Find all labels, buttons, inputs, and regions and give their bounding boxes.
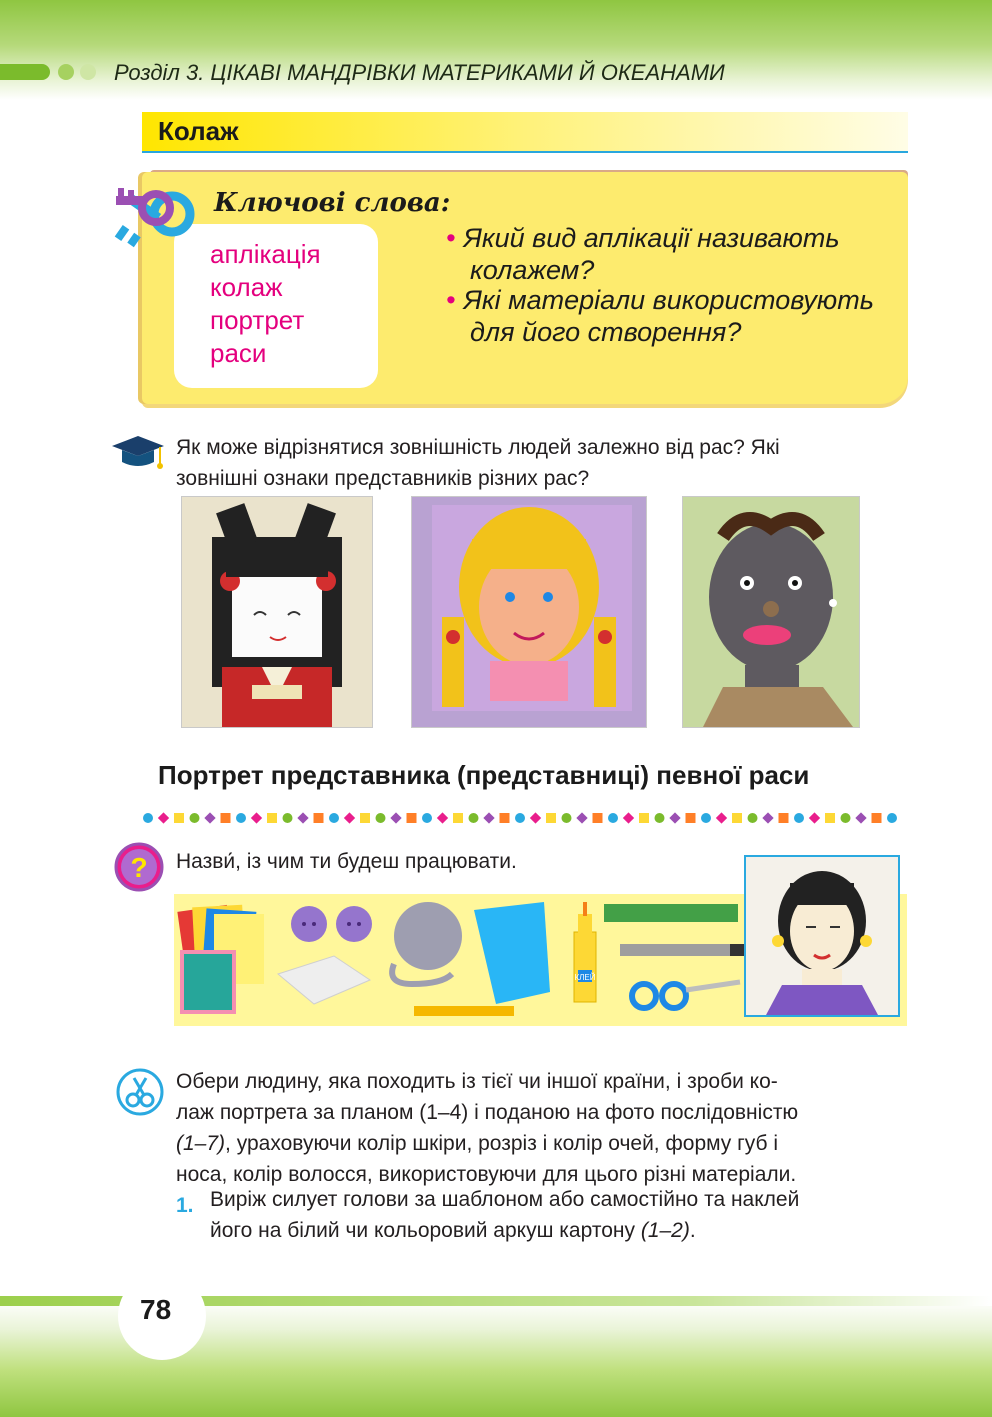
- divider-dot: [639, 813, 649, 823]
- divider-dot: [204, 812, 215, 823]
- text-line: Як може відрізнятися зовнішність людей залежно від рас? Які: [176, 436, 780, 459]
- text-line: зовнішні ознаки представників різних рас?: [176, 467, 590, 490]
- divider-dot: [546, 813, 556, 823]
- divider-dot: [825, 813, 835, 823]
- key-icon: [110, 186, 200, 276]
- divider-dot: [701, 813, 711, 823]
- divider-dot: [794, 813, 804, 823]
- divider-dot: [221, 813, 231, 823]
- keyword-item: колаж: [210, 272, 283, 302]
- divider-dot: [762, 812, 773, 823]
- divider-dot: [314, 813, 324, 823]
- section-title-bar: [142, 112, 908, 152]
- question-mark-icon: [114, 842, 164, 892]
- question-line: Які матеріали використовують: [463, 285, 874, 315]
- question-line: для його створення?: [470, 317, 742, 347]
- question-line: колажем?: [470, 255, 595, 285]
- divider-dot: [655, 813, 665, 823]
- divider-dot: [158, 812, 169, 823]
- divider-dot: [530, 812, 541, 823]
- divider-dot: [453, 813, 463, 823]
- keyword-question: [446, 284, 896, 348]
- keyword-item: раси: [210, 338, 267, 368]
- header-dot: [80, 64, 96, 80]
- section-title-underline: [142, 151, 908, 153]
- bullet-icon: •: [446, 223, 456, 253]
- collage-photo-dark-skinned-woman: [682, 496, 860, 728]
- divider-dot: [483, 812, 494, 823]
- divider-dot: [407, 813, 417, 823]
- divider-dot: [855, 812, 866, 823]
- graduation-cap-icon: [110, 432, 166, 472]
- photo-sequence-ref: (1–2): [640, 1219, 690, 1242]
- divider-dot: [500, 813, 510, 823]
- divider-dot: [376, 813, 386, 823]
- keyword-question: [446, 222, 896, 286]
- divider-dot: [422, 813, 432, 823]
- chapter-title: Розділ 3. ЦІКАВІ МАНДРІВКИ МАТЕРИКАМИ Й ОКЕАНАМИ: [114, 60, 725, 85]
- divider-dot: [887, 813, 897, 823]
- divider-dot: [593, 813, 603, 823]
- text-line: його на білий чи кольоровий аркуш картону (1–2).: [210, 1219, 696, 1242]
- divider-dot: [190, 813, 200, 823]
- divider-dot: [623, 812, 634, 823]
- divider-dot: [841, 813, 851, 823]
- task-name-text: Назви́, із чим ти будеш працювати.: [176, 850, 517, 873]
- step-number: 1.: [176, 1194, 194, 1217]
- divider-dot: [283, 813, 293, 823]
- header-stripe: [0, 64, 50, 80]
- scissors-icon: [116, 1068, 164, 1116]
- sample-portrait-photo: [744, 855, 900, 1017]
- text-fragment: ураховуючи колір шкіри, розріз і колір очей, форму губ і: [236, 1132, 779, 1155]
- instructions-paragraph: [176, 1066, 908, 1190]
- divider-dot: [872, 813, 882, 823]
- divider-dot: [779, 813, 789, 823]
- divider-dot: [732, 813, 742, 823]
- divider-dot: [251, 812, 262, 823]
- divider-dot: [716, 812, 727, 823]
- divider-dot: [809, 812, 820, 823]
- divider-dot: [576, 812, 587, 823]
- step-1-text: [210, 1184, 910, 1246]
- divider-dot: [267, 813, 277, 823]
- section-title: Колаж: [158, 116, 239, 146]
- divider-dot: [143, 813, 153, 823]
- bullet-icon: •: [446, 285, 456, 315]
- page-number: 78: [140, 1294, 172, 1325]
- divider-dot: [390, 812, 401, 823]
- divider-dot: [297, 812, 308, 823]
- keywords-list: [210, 238, 321, 370]
- decorative-dots-divider: [142, 810, 908, 826]
- text-line: Обери людину, яка походить із тієї чи іншої країни, і зроби ко-: [176, 1070, 778, 1093]
- glue-label: КЛЕЙ: [574, 973, 596, 982]
- divider-dot: [515, 813, 525, 823]
- text-line: (1–7), ураховуючи колір шкіри, розріз і колір очей, форму губ і: [176, 1132, 779, 1155]
- divider-dot: [360, 813, 370, 823]
- text-fragment: його на білий чи кольоровий аркуш картону: [210, 1219, 635, 1242]
- intro-question: [176, 432, 906, 494]
- divider-dot: [329, 813, 339, 823]
- divider-dot: [344, 812, 355, 823]
- divider-dot: [562, 813, 572, 823]
- text-line: носа, колір волосся, використовуючи для цього різні матеріали.: [176, 1163, 797, 1186]
- header-dot: [58, 64, 74, 80]
- text-line: лаж портрета за планом (1–4) і поданою на фото послідовністю: [176, 1101, 799, 1124]
- collage-photo-asian-girl: [181, 496, 373, 728]
- keyword-item: портрет: [210, 305, 305, 335]
- divider-dot: [469, 813, 479, 823]
- divider-dot: [748, 813, 758, 823]
- divider-dot: [236, 813, 246, 823]
- divider-dot: [686, 813, 696, 823]
- photo-sequence-ref: (1–7): [176, 1132, 226, 1155]
- divider-dot: [669, 812, 680, 823]
- subsection-title: Портрет представника (представниці) певної раси: [158, 760, 810, 790]
- divider-dot: [437, 812, 448, 823]
- text-line: Виріж силует голови за шаблоном або самостійно та наклей: [210, 1188, 800, 1211]
- keyword-item: аплікація: [210, 239, 321, 269]
- divider-dot: [174, 813, 184, 823]
- question-line: Який вид аплікації називають: [463, 223, 840, 253]
- collage-photo-blonde-girl: [411, 496, 647, 728]
- divider-dot: [608, 813, 618, 823]
- svg-text:?: ?: [130, 852, 148, 883]
- keywords-heading: Ключові слова:: [214, 188, 451, 218]
